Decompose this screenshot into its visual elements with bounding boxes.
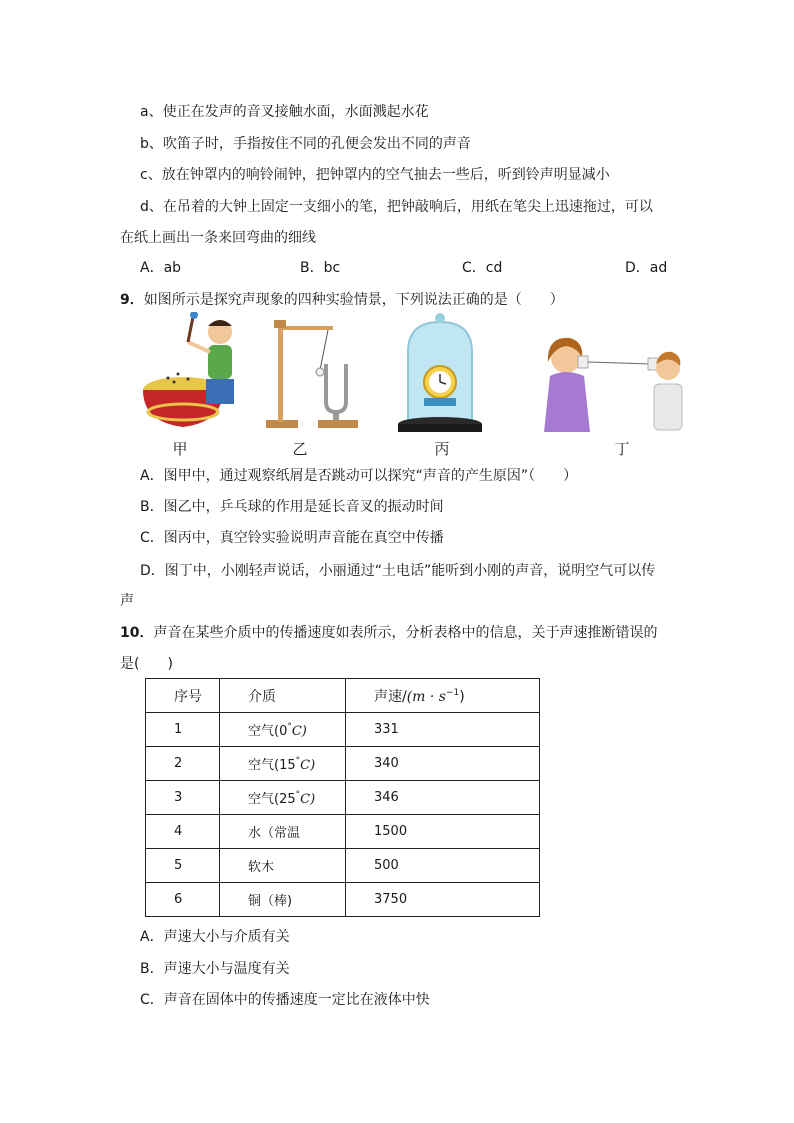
header-medium: 介质 bbox=[220, 679, 346, 713]
table-row bbox=[146, 747, 540, 781]
q9-option-d[interactable]: D．图丁中，小刚轻声说话，小丽通过“土电话”能听到小刚的声音，说明空气可以传 bbox=[140, 563, 656, 579]
q8-item-b: b、吹笛子时，手指按住不同的孔便会发出不同的声音 bbox=[140, 136, 471, 152]
cell-speed: 1500 bbox=[346, 815, 540, 849]
cell-speed: 346 bbox=[346, 781, 540, 815]
q10-stem bbox=[120, 623, 657, 643]
cell-medium bbox=[220, 849, 346, 883]
bell-jar-experiment-illustration bbox=[398, 313, 482, 432]
q9-stem bbox=[120, 290, 564, 310]
header-speed-close: ) bbox=[459, 688, 465, 705]
cell-speed: 331 bbox=[346, 713, 540, 747]
q9-option-d-cont: 声 bbox=[120, 593, 134, 609]
q10-stem-line1: 声音在某些介质中的传播速度如表所示，分析表格中的信息，关于声速推断错误的 bbox=[153, 625, 658, 641]
q8-item-a: a、使正在发声的音叉接触水面，水面溅起水花 bbox=[140, 104, 429, 120]
cell-no: 1 bbox=[146, 713, 220, 747]
tuning-fork-experiment-illustration bbox=[266, 320, 358, 428]
header-speed-label: 声速/ bbox=[374, 688, 407, 705]
q8-item-c: c、放在钟罩内的响铃闹钟，把钟罩内的空气抽去一些后，听到铃声明显减小 bbox=[140, 167, 610, 183]
q8-item-d-cont: 在纸上画出一条来回弯曲的细线 bbox=[120, 230, 316, 246]
cell-speed: 500 bbox=[346, 849, 540, 883]
q8-option-b[interactable]: B．bc bbox=[300, 260, 341, 276]
cell-medium-text: 铜（棒) bbox=[248, 894, 293, 909]
table-row bbox=[146, 713, 540, 747]
cell-no: 3 bbox=[146, 781, 220, 815]
header-speed-unit: (m · s bbox=[406, 688, 446, 705]
cell-medium-text: 水（常温 bbox=[248, 826, 301, 841]
header-no: 序号 bbox=[146, 679, 220, 713]
q8-option-a[interactable]: A．ab bbox=[140, 260, 182, 276]
experiment-illustrations bbox=[138, 312, 698, 442]
cell-medium-text: 空气(25 bbox=[248, 792, 296, 807]
cell-speed: 340 bbox=[346, 747, 540, 781]
cell-no: 4 bbox=[146, 815, 220, 849]
cell-no: 2 bbox=[146, 747, 220, 781]
q9-stem-text: 如图所示是探究声现象的四种实验情景，下列说法正确的是（ ） bbox=[143, 292, 564, 308]
q8-option-d[interactable]: D．ad bbox=[625, 260, 668, 276]
header-speed bbox=[346, 679, 540, 713]
q10-option-b[interactable]: B．声速大小与温度有关 bbox=[140, 961, 290, 977]
sound-speed-table bbox=[145, 678, 540, 917]
drum-experiment-illustration bbox=[143, 312, 234, 427]
q9-option-a[interactable]: A．图甲中，通过观察纸屑是否跳动可以探究“声音的产生原因”（ ） bbox=[140, 468, 578, 484]
table-header-row bbox=[146, 679, 540, 713]
table-row bbox=[146, 849, 540, 883]
cell-no: 5 bbox=[146, 849, 220, 883]
q10-number: 10． bbox=[120, 625, 154, 641]
q10-option-a[interactable]: A．声速大小与介质有关 bbox=[140, 929, 290, 945]
cell-medium bbox=[220, 815, 346, 849]
string-telephone-illustration bbox=[544, 338, 682, 432]
figure-label-jia: 甲 bbox=[172, 440, 188, 458]
q9-number: 9． bbox=[120, 292, 144, 308]
table-row bbox=[146, 883, 540, 917]
cell-medium bbox=[220, 713, 346, 747]
q10-option-c[interactable]: C．声音在固体中的传播速度一定比在液体中快 bbox=[140, 992, 430, 1008]
q10-stem-line2: 是( ) bbox=[120, 656, 173, 672]
cell-degree: ° bbox=[287, 722, 292, 732]
cell-speed: 3750 bbox=[346, 883, 540, 917]
cell-medium-text: 空气(0 bbox=[248, 724, 288, 739]
cell-temp-unit: C) bbox=[300, 792, 316, 807]
header-speed-exp: −1 bbox=[446, 687, 460, 698]
q9-option-b[interactable]: B．图乙中，乒乓球的作用是延长音叉的振动时间 bbox=[140, 499, 444, 515]
cell-degree: ° bbox=[295, 756, 301, 766]
cell-medium bbox=[220, 747, 346, 781]
q8-item-d: d、在吊着的大钟上固定一支细小的笔，把钟敲响后，用纸在笔尖上迅速拖过，可以 bbox=[140, 199, 653, 215]
q8-option-c[interactable]: C．cd bbox=[462, 260, 503, 276]
cell-medium-text: 空气(15 bbox=[248, 758, 296, 773]
cell-no: 6 bbox=[146, 883, 220, 917]
cell-medium bbox=[220, 781, 346, 815]
cell-temp-unit: C) bbox=[291, 724, 307, 739]
table-row bbox=[146, 781, 540, 815]
figure-label-bing: 丙 bbox=[434, 440, 450, 458]
cell-medium bbox=[220, 883, 346, 917]
q9-option-c[interactable]: C．图丙中，真空铃实验说明声音能在真空中传播 bbox=[140, 530, 444, 546]
figure-label-yi: 乙 bbox=[292, 440, 308, 458]
cell-degree: ° bbox=[295, 790, 301, 800]
figure-label-ding: 丁 bbox=[614, 440, 630, 458]
table-row bbox=[146, 815, 540, 849]
cell-medium-text: 软木 bbox=[248, 860, 275, 875]
cell-temp-unit: C) bbox=[300, 758, 316, 773]
